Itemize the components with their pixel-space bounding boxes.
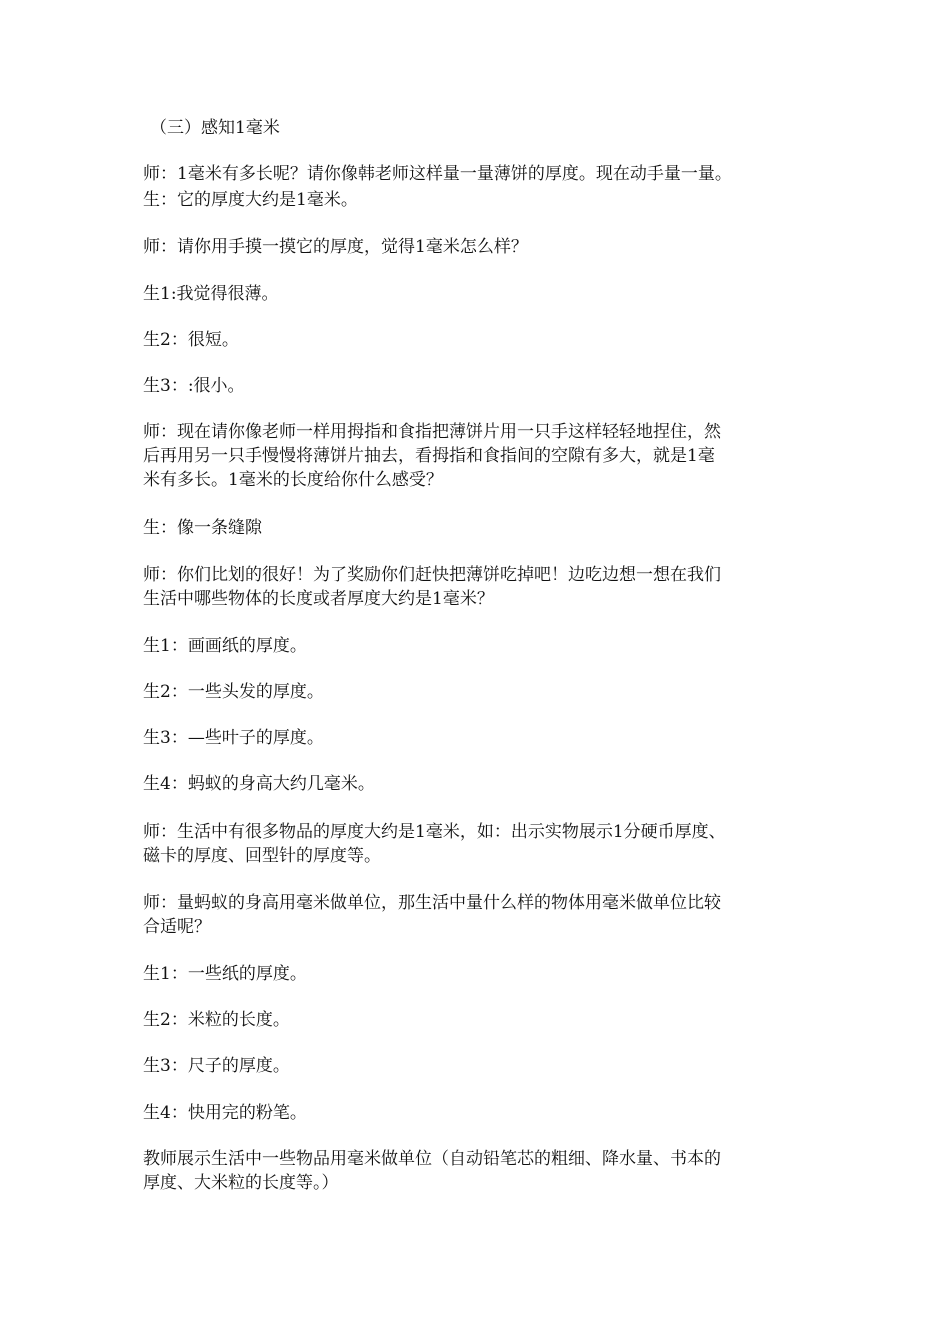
section-heading: （三）感知1毫米: [150, 118, 280, 138]
paragraph-line: 生2：一些头发的厚度。: [143, 682, 324, 702]
paragraph-line: 生3：尺子的厚度。: [143, 1056, 290, 1076]
paragraph-line: 厚度、大米粒的长度等。）: [143, 1173, 339, 1193]
paragraph-line: 米有多长。1毫米的长度给你什么感受？: [143, 470, 443, 490]
paragraph-line: 师：生活中有很多物品的厚度大约是1毫米，如：出示实物展示1分硬币厚度、: [143, 822, 726, 842]
paragraph-line: 生：像一条缝隙: [143, 518, 262, 538]
paragraph-line: 生2：米粒的长度。: [143, 1010, 290, 1030]
paragraph-line: 合适呢？: [143, 917, 211, 937]
paragraph-line: 生1：画画纸的厚度。: [143, 636, 307, 656]
paragraph-line: 生：它的厚度大约是1毫米。: [143, 190, 358, 210]
paragraph-line: 师：量蚂蚁的身高用毫米做单位，那生活中量什么样的物体用毫米做单位比较: [143, 893, 721, 913]
paragraph-line: 生活中哪些物体的长度或者厚度大约是1毫米？: [143, 589, 494, 609]
paragraph-line: 生4：蚂蚁的身高大约几毫米。: [143, 774, 375, 794]
paragraph-line: 生1：一些纸的厚度。: [143, 964, 307, 984]
paragraph-line: 师：你们比划的很好！为了奖励你们赶快把薄饼吃掉吧！边吃边想一想在我们: [143, 565, 721, 585]
paragraph-line: 生1:我觉得很薄。: [143, 284, 279, 304]
paragraph-line: 生3：:很小。: [143, 376, 245, 396]
paragraph-line: 后再用另一只手慢慢将薄饼片抽去，看拇指和食指间的空隙有多大，就是1毫: [143, 446, 715, 466]
paragraph-line: 生4：快用完的粉笔。: [143, 1103, 307, 1123]
paragraph-line: 教师展示生活中一些物品用毫米做单位（自动铅笔芯的粗细、降水量、书本的: [143, 1149, 721, 1169]
paragraph-line: 师：现在请你像老师一样用拇指和食指把薄饼片用一只手这样轻轻地捏住，然: [143, 422, 721, 442]
paragraph-line: 师：请你用手摸一摸它的厚度，觉得1毫米怎么样？: [143, 237, 528, 257]
paragraph-line: 师：1毫米有多长呢？请你像韩老师这样量一量薄饼的厚度。现在动手量一量。: [143, 164, 732, 184]
paragraph-line: 生3：—些叶子的厚度。: [143, 728, 324, 748]
paragraph-line: 磁卡的厚度、回型针的厚度等。: [143, 846, 381, 866]
paragraph-line: 生2：很短。: [143, 330, 239, 350]
